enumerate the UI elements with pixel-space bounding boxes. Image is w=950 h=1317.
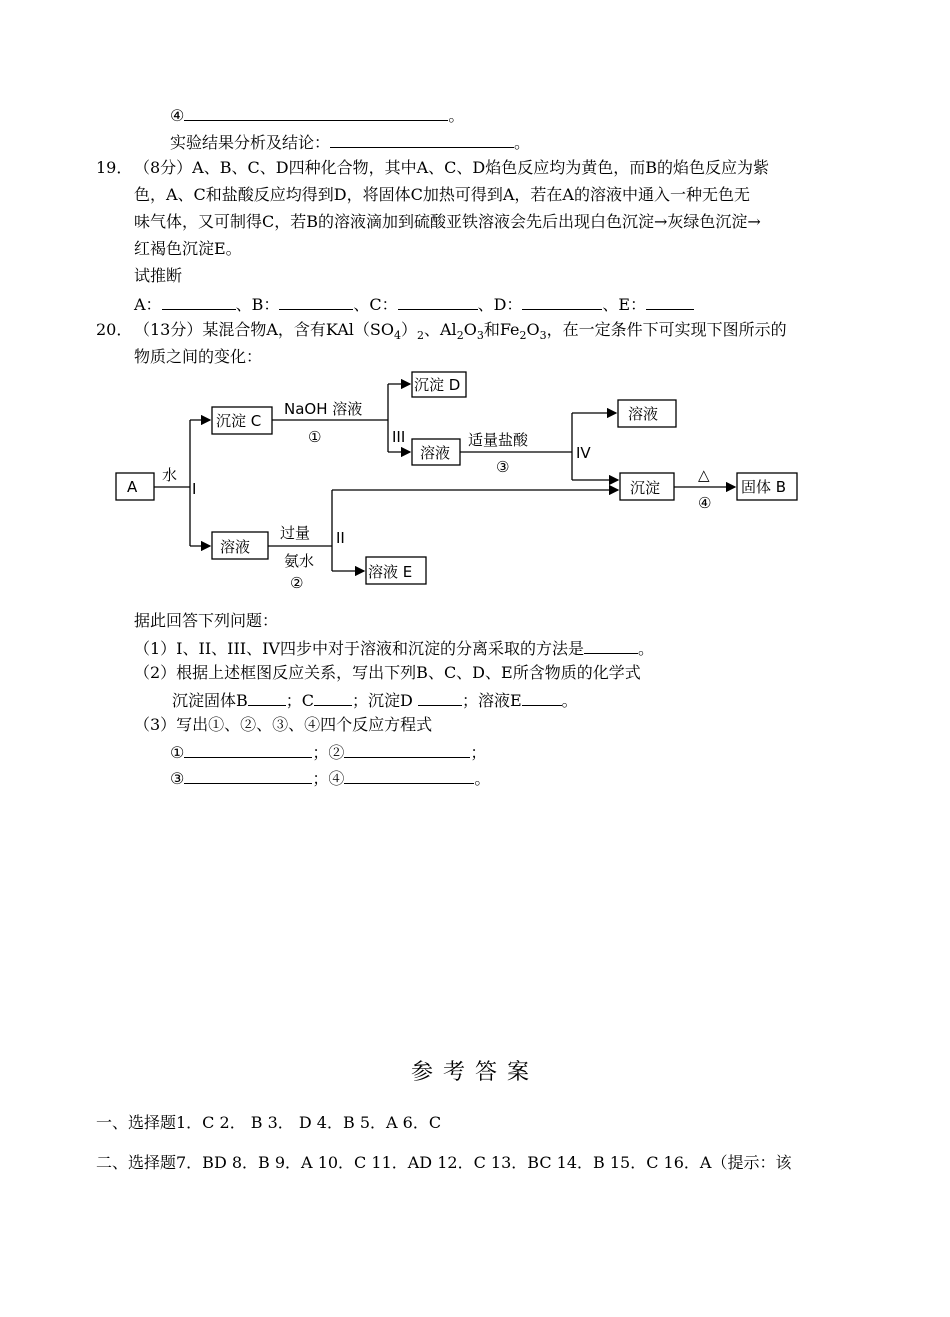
q18-item4-mark: ④ bbox=[170, 106, 185, 125]
label-circ4: ④ bbox=[698, 494, 712, 512]
q19-label-d: 、D： bbox=[477, 295, 523, 314]
q18-analysis-label: 实验结果分析及结论： bbox=[170, 133, 331, 152]
q20-number: 20． bbox=[96, 320, 133, 339]
q19-label-c: 、C： bbox=[353, 295, 398, 314]
q20-answer-prompt: 据此回答下列问题： bbox=[134, 611, 279, 630]
label-ammonia: 氨水 bbox=[284, 552, 315, 570]
answers-title: 参考答案 bbox=[410, 1060, 539, 1085]
q20-text-line2: 物质之间的变化： bbox=[134, 347, 263, 366]
answers-section-1: 一、选择题1．C 2． B 3． D 4．B 5．A 6．C bbox=[96, 1113, 442, 1132]
q20-blank-b[interactable] bbox=[248, 688, 286, 706]
q20-part2: （2）根据上述框图反应关系，写出下列B、C、D、E所含物质的化学式 bbox=[134, 663, 641, 682]
q20-eq-row2: ③ ；④ 。 bbox=[170, 766, 490, 790]
q20-eq-row1: ① ；② ； bbox=[170, 740, 486, 764]
q20-blank-e[interactable] bbox=[522, 688, 562, 706]
label-step-ii: II bbox=[336, 529, 345, 547]
q19-prompt: 试推断 bbox=[134, 266, 183, 285]
label-soln-top: 溶液 bbox=[420, 444, 451, 462]
label-excess: 过量 bbox=[280, 524, 311, 542]
label-solid-b: 固体 B bbox=[741, 478, 787, 496]
q19-label-a: A： bbox=[134, 295, 162, 314]
q19-number: 19． bbox=[96, 158, 133, 177]
label-naoh: NaOH 溶液 bbox=[284, 400, 363, 418]
q20-part2-answers: 沉淀固体B ；C ；沉淀D ；溶液E 。 bbox=[172, 688, 578, 712]
q18-analysis-end: 。 bbox=[514, 133, 531, 152]
label-circ3: ③ bbox=[496, 458, 510, 476]
label-water: 水 bbox=[162, 466, 178, 484]
label-box-a: A bbox=[127, 478, 138, 496]
q19-text-line1: （8分）A、B、C、D四种化合物，其中A、C、D焰色反应均为黄色，而B的焰色反应为紫 bbox=[134, 158, 769, 177]
label-ppt-d: 沉淀 D bbox=[414, 376, 461, 394]
label-ppt-right: 沉淀 bbox=[630, 479, 661, 497]
label-soln-right: 溶液 bbox=[628, 405, 659, 423]
q20-blank-eq4[interactable] bbox=[344, 766, 474, 784]
q20-text-line1: （13分）某混合物A，含有$KAl(SO_4)_2$、$Al_2O_3$和$Fe_2O_3$，在一定条件下可实现下图所示的 bbox=[134, 320, 787, 343]
label-soln-bottom: 溶液 bbox=[220, 538, 251, 556]
q20-blank-c[interactable] bbox=[314, 688, 352, 706]
q20-blank-eq3[interactable] bbox=[184, 766, 312, 784]
label-step-i: I bbox=[192, 480, 197, 498]
q19-label-e: 、E： bbox=[602, 295, 647, 314]
label-delta: △ bbox=[698, 466, 710, 484]
q20-blank-eq2[interactable] bbox=[344, 740, 470, 758]
q19-label-b: 、B： bbox=[235, 295, 280, 314]
q20-part1-blank[interactable] bbox=[584, 636, 638, 654]
label-circ1: ① bbox=[308, 428, 322, 446]
q18-item4-end: 。 bbox=[448, 106, 465, 125]
label-step-iii: III bbox=[392, 428, 406, 446]
label-hcl: 适量盐酸 bbox=[468, 431, 529, 449]
q20-part3: （3）写出①、②、③、④四个反应方程式 bbox=[134, 715, 433, 734]
q19-text-line2: 色，A、C和盐酸反应均得到D，将固体C加热可得到A，若在A的溶液中通入一种无色无 bbox=[134, 185, 750, 204]
label-soln-e: 溶液 E bbox=[368, 563, 413, 581]
answers-section-2: 二、选择题7．BD 8．B 9．A 10．C 11．AD 12．C 13．BC 14．B 15．C 16．A（提示：该 bbox=[96, 1153, 792, 1172]
label-step-iv: IV bbox=[576, 444, 591, 462]
q20-part1: （1）I、II、III、IV四步中对于溶液和沉淀的分离采取的方法是 。 bbox=[134, 636, 654, 660]
q20-blank-d[interactable] bbox=[418, 688, 462, 706]
q19-text-line4: 红褐色沉淀E。 bbox=[134, 239, 242, 258]
q19-text-line3: 味气体，又可制得C，若B的溶液滴加到硫酸亚铁溶液会先后出现白色沉淀→灰绿色沉淀→ bbox=[134, 212, 761, 231]
q20-blank-eq1[interactable] bbox=[184, 740, 312, 758]
label-ppt-c: 沉淀 C bbox=[216, 412, 262, 430]
label-circ2: ② bbox=[290, 574, 304, 592]
